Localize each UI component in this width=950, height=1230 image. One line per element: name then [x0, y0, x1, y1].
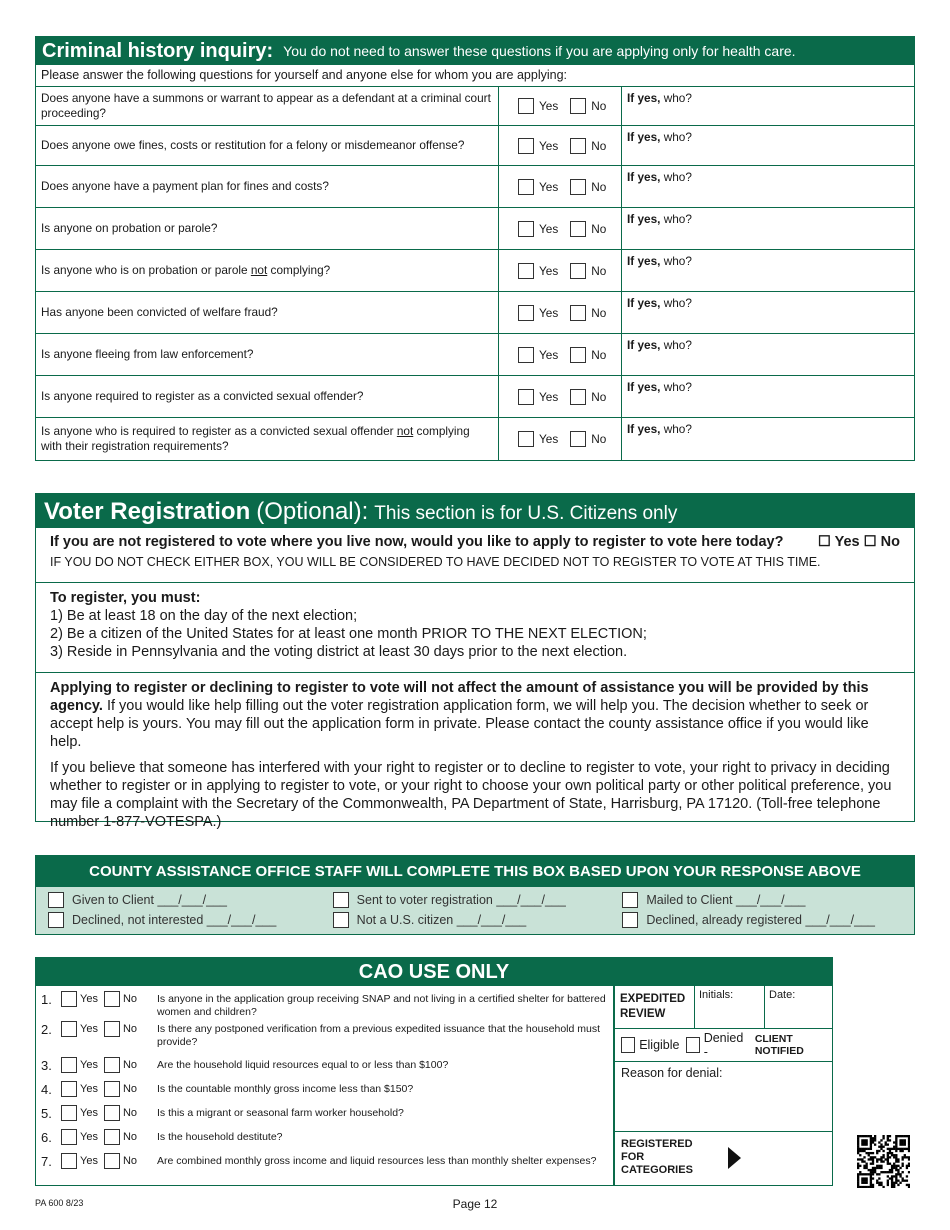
voter-requirements-block [36, 583, 914, 673]
cao-no-checkbox[interactable] [104, 1105, 120, 1121]
voter-registration-header [36, 494, 914, 528]
question-text-post: complying with their registration requirements? [41, 424, 470, 453]
no-checkbox[interactable] [570, 305, 586, 321]
sent-to-voter-registration-checkbox[interactable] [333, 892, 349, 908]
cao-question-text: Are the household liquid resources equal to or less than $100? [157, 1059, 449, 1071]
voter-answer-options[interactable]: ☐ Yes ☐ No [817, 534, 900, 550]
who-field[interactable] [622, 376, 914, 417]
cao-question-text: Is there any postponed verification from a previous expedited issuance that the household must provide? [157, 1023, 601, 1048]
criminal-question-text [36, 126, 499, 165]
criminal-question-text [36, 208, 499, 249]
cao-question-text: Is the countable monthly gross income less than $150? [157, 1083, 414, 1095]
county-box-title: COUNTY ASSISTANCE OFFICE STAFF WILL COMPLETE THIS BOX BASED UPON YOUR RESPONSE ABOVE [36, 856, 914, 887]
no-label: No [591, 263, 607, 278]
denied-label: Denied - [703, 1031, 744, 1059]
voter-subtitle: This section is for U.S. Citizens only [374, 503, 678, 524]
no-label: No [591, 221, 607, 236]
cao-question-row [36, 1021, 613, 1057]
yes-label: Yes [539, 305, 559, 320]
yes-checkbox[interactable] [518, 179, 534, 195]
eligible-label: Eligible [639, 1038, 680, 1052]
cao-questions [36, 986, 613, 1185]
cao-no-checkbox[interactable] [104, 1129, 120, 1145]
cao-yes-checkbox[interactable] [61, 1105, 77, 1121]
yes-label: Yes [539, 347, 559, 362]
no-label: No [591, 389, 607, 404]
who-label-bold: If yes, [627, 170, 661, 184]
yes-checkbox[interactable] [518, 305, 534, 321]
who-field[interactable] [622, 208, 914, 249]
who-field[interactable] [622, 418, 914, 460]
criminal-question-text [36, 334, 499, 375]
yes-label: Yes [539, 221, 559, 236]
date-label: Date: [769, 989, 796, 1001]
criminal-question-text [36, 166, 499, 207]
initials-label: Initials: [699, 989, 734, 1001]
cao-no-checkbox[interactable] [104, 1057, 120, 1073]
criminal-question-text [36, 250, 499, 291]
criminal-history-intro: Please answer the following questions for yourself and anyone else for whom you are applying: [36, 65, 914, 87]
qr-code-icon [857, 1135, 910, 1188]
who-label-rest: who? [660, 91, 692, 105]
yes-label: Yes [539, 389, 559, 404]
cao-question-row [36, 1057, 613, 1081]
no-checkbox[interactable] [570, 347, 586, 363]
voter-paragraph-1-rest: If you would like help filling out the voter registration application form, we will help you. The decision whether to seek or accept help is yours. You may fill out the application form in private. Please contact the county assistance office if you would like help. [50, 698, 869, 750]
page-number: Page 12 [452, 1197, 498, 1211]
no-label: No [591, 305, 607, 320]
yes-checkbox[interactable] [518, 347, 534, 363]
cao-question-number: 1. [41, 992, 52, 1007]
cao-use-only-section [35, 957, 833, 1186]
criminal-history-subtitle: You do not need to answer these questions if you are applying only for health care. [283, 43, 796, 59]
yes-label: Yes [539, 179, 559, 194]
cao-yes-checkbox[interactable] [61, 991, 77, 1007]
cao-yes-checkbox[interactable] [61, 1081, 77, 1097]
cao-yes-label: Yes [80, 1107, 98, 1119]
no-checkbox[interactable] [570, 138, 586, 154]
requirement-3: 3) Reside in Pennsylvania and the voting district at least 30 days prior to the next election. [50, 644, 628, 660]
cao-question-number: 5. [41, 1106, 52, 1121]
who-field[interactable] [622, 250, 914, 291]
question-text-pre: Has anyone been convicted of welfare fraud? [41, 305, 278, 319]
criminal-history-questions [36, 87, 914, 460]
who-label-rest: who? [660, 254, 692, 268]
declined-already-registered-checkbox[interactable] [622, 912, 638, 928]
criminal-question-row [36, 166, 914, 208]
yes-checkbox[interactable] [518, 138, 534, 154]
declined-already-registered-label: Declined, already registered ___/___/___ [646, 913, 875, 927]
who-label-rest: who? [660, 130, 692, 144]
who-field[interactable] [622, 87, 914, 125]
who-label-rest: who? [660, 338, 692, 352]
cao-question-text: Is anyone in the application group receiving SNAP and not living in a certified shelter for battered women and children? [157, 993, 606, 1018]
no-checkbox[interactable] [570, 179, 586, 195]
not-us-citizen-label: Not a U.S. citizen ___/___/___ [356, 913, 527, 927]
mailed-to-client-label: Mailed to Client ___/___/___ [646, 893, 806, 907]
cao-no-label: No [122, 993, 138, 1005]
question-text-pre: Is anyone who is required to register as a convicted sexual offender [41, 424, 397, 438]
who-label-rest: who? [660, 212, 692, 226]
register-heading: To register, you must: [50, 590, 201, 606]
who-label-bold: If yes, [627, 422, 661, 436]
no-label: No [591, 179, 607, 194]
criminal-question-row [36, 126, 914, 166]
who-field[interactable] [622, 126, 914, 165]
cao-no-label: No [122, 1107, 138, 1119]
criminal-question-text [36, 376, 499, 417]
reason-for-denial-field[interactable] [615, 1062, 833, 1132]
voter-info-block [36, 673, 914, 830]
cao-question-number: 2. [41, 1022, 52, 1037]
question-text-pre: Is anyone on probation or parole? [41, 221, 218, 235]
cao-review-panel [613, 986, 833, 1185]
criminal-question-row [36, 376, 914, 418]
no-checkbox[interactable] [570, 221, 586, 237]
cao-question-text: Is the household destitute? [157, 1131, 283, 1143]
criminal-question-text [36, 292, 499, 333]
cao-no-label: No [122, 1155, 138, 1167]
who-label-bold: If yes, [627, 338, 661, 352]
cao-yes-label: Yes [80, 1155, 98, 1167]
cao-no-label: No [122, 1059, 138, 1071]
no-checkbox[interactable] [570, 431, 586, 447]
who-label-rest: who? [660, 380, 692, 394]
cao-question-number: 4. [41, 1082, 52, 1097]
given-to-client-label: Given to Client ___/___/___ [72, 893, 227, 907]
cao-question-row [36, 1153, 613, 1183]
cao-no-label: No [122, 1131, 138, 1143]
no-label: No [591, 138, 607, 153]
cao-yes-checkbox[interactable] [61, 1129, 77, 1145]
criminal-question-text [36, 87, 499, 125]
cao-no-checkbox[interactable] [104, 991, 120, 1007]
voter-optional: (Optional): [256, 498, 369, 525]
question-text-post: complying? [267, 263, 331, 277]
cao-no-label: No [122, 1083, 138, 1095]
voter-question-block [36, 528, 914, 583]
cao-yes-label: Yes [80, 1059, 98, 1071]
voter-question: If you are not registered to vote where you live now, would you like to apply to register to vote here today? [50, 534, 784, 550]
initials-field[interactable] [695, 986, 765, 1028]
who-label-rest: who? [660, 170, 692, 184]
question-text-pre: Is anyone fleeing from law enforcement? [41, 347, 254, 361]
cao-yes-checkbox[interactable] [61, 1153, 77, 1169]
cao-yes-checkbox[interactable] [61, 1021, 77, 1037]
who-label-bold: If yes, [627, 254, 661, 268]
no-label: No [591, 432, 607, 446]
who-field[interactable] [622, 292, 914, 333]
criminal-history-title: Criminal history inquiry: [42, 39, 274, 62]
requirement-2: 2) Be a citizen of the United States for at least one month PRIOR TO THE NEXT ELECTION; [50, 626, 647, 642]
voter-paragraph-1-bold: Applying to register or declining to register to vote will not affect the amount of assistance you will be provided by this agency. [50, 680, 869, 714]
question-text-pre: Does anyone have a payment plan for fines and costs? [41, 179, 329, 193]
question-text-pre: Is anyone who is on probation or parole [41, 263, 251, 277]
no-label: No [591, 347, 607, 362]
cao-question-text: Are combined monthly gross income and liquid resources less than monthly shelter expenses? [157, 1155, 597, 1167]
question-text-underline: not [396, 424, 414, 438]
date-field[interactable] [765, 986, 833, 1028]
cao-no-checkbox[interactable] [104, 1021, 120, 1037]
criminal-question-text [36, 418, 499, 460]
who-field[interactable] [622, 334, 914, 375]
cao-yes-label: Yes [80, 1083, 98, 1095]
cao-question-text: Is this a migrant or seasonal farm worker household? [157, 1107, 404, 1119]
who-label-rest: who? [660, 422, 692, 436]
yes-label: Yes [539, 432, 559, 446]
yes-label: Yes [539, 263, 559, 278]
cao-question-number: 3. [41, 1058, 52, 1073]
criminal-history-section [35, 36, 915, 461]
question-text-pre: Does anyone owe fines, costs or restitution for a felony or misdemeanor offense? [41, 138, 465, 152]
voter-paragraph-1 [50, 679, 900, 751]
voter-registration-section [35, 493, 915, 830]
cao-yes-checkbox[interactable] [61, 1057, 77, 1073]
eligible-checkbox[interactable] [621, 1037, 635, 1053]
cao-no-checkbox[interactable] [104, 1081, 120, 1097]
no-checkbox[interactable] [570, 389, 586, 405]
cao-yes-label: Yes [80, 1023, 98, 1035]
voter-paragraph-2: If you believe that someone has interfered with your right to register or to decline to register to vote, your right to privacy in deciding whether to register or in applying to register to vote, or your right to choose your own political party or other political preference, you may file a complaint with the Secretary of the Commonwealth, PA Department of State, Harrisburg, PA 17120. (Toll-free telephone number 1-877-VOTESPA.) [50, 760, 892, 830]
criminal-question-row [36, 250, 914, 292]
yes-label: Yes [539, 99, 559, 113]
cao-yes-label: Yes [80, 993, 98, 1005]
yes-label: Yes [539, 138, 559, 153]
yes-checkbox[interactable] [518, 431, 534, 447]
cao-question-number: 7. [41, 1154, 52, 1169]
form-id: PA 600 8/23 [35, 1198, 84, 1208]
who-field[interactable] [622, 166, 914, 207]
criminal-question-row [36, 87, 914, 126]
yes-checkbox[interactable] [518, 221, 534, 237]
denied-checkbox[interactable] [686, 1037, 700, 1053]
no-checkbox[interactable] [570, 263, 586, 279]
cao-no-checkbox[interactable] [104, 1153, 120, 1169]
criminal-question-row [36, 334, 914, 376]
declined-not-interested-checkbox[interactable] [48, 912, 64, 928]
client-notified-label: CLIENT NOTIFIED [754, 1033, 804, 1057]
cao-question-row [36, 1081, 613, 1105]
yes-checkbox[interactable] [518, 263, 534, 279]
not-us-citizen-checkbox[interactable] [333, 912, 349, 928]
sent-to-voter-registration-label: Sent to voter registration ___/___/___ [356, 893, 566, 907]
yes-checkbox[interactable] [518, 389, 534, 405]
who-label-bold: If yes, [627, 130, 661, 144]
cao-yes-label: Yes [80, 1131, 98, 1143]
cao-question-row [36, 1105, 613, 1129]
criminal-question-row [36, 418, 914, 460]
criminal-question-row [36, 208, 914, 250]
no-checkbox[interactable] [570, 98, 586, 114]
who-label-bold: If yes, [627, 91, 661, 105]
who-label-bold: If yes, [627, 296, 661, 310]
registered-for-categories-label: REGISTERED FOR CATEGORIES [621, 1138, 693, 1176]
cao-no-label: No [122, 1023, 138, 1035]
who-label-bold: If yes, [627, 212, 661, 226]
question-text-pre: Does anyone have a summons or warrant to appear as a defendant at a criminal court proceeding? [41, 91, 491, 120]
county-box-body [36, 887, 914, 934]
arrow-right-icon [728, 1147, 741, 1169]
mailed-to-client-checkbox[interactable] [622, 892, 638, 908]
who-label-rest: who? [660, 296, 692, 310]
voter-caps-note: IF YOU DO NOT CHECK EITHER BOX, YOU WILL BE CONSIDERED TO HAVE DECIDED NOT TO REGISTER TO VOTE AT THIS TIME. [50, 555, 821, 569]
no-label: No [591, 99, 607, 113]
county-staff-box [35, 855, 915, 935]
cao-title: CAO USE ONLY [36, 958, 832, 986]
question-text-pre: Is anyone required to register as a convicted sexual offender? [41, 389, 364, 403]
criminal-history-header [36, 37, 914, 65]
given-to-client-checkbox[interactable] [48, 892, 64, 908]
requirement-1: 1) Be at least 18 on the day of the next election; [50, 608, 358, 624]
criminal-question-row [36, 292, 914, 334]
cao-question-row [36, 1129, 613, 1153]
reason-for-denial-label: Reason for denial: [621, 1066, 723, 1080]
declined-not-interested-label: Declined, not interested ___/___/___ [72, 913, 277, 927]
who-label-bold: If yes, [627, 380, 661, 394]
voter-title: Voter Registration [44, 498, 251, 525]
cao-question-row [36, 991, 613, 1021]
cao-question-number: 6. [41, 1130, 52, 1145]
expedited-review-label: EXPEDITED REVIEW [615, 986, 695, 1028]
question-text-underline: not [250, 263, 268, 277]
yes-checkbox[interactable] [518, 98, 534, 114]
